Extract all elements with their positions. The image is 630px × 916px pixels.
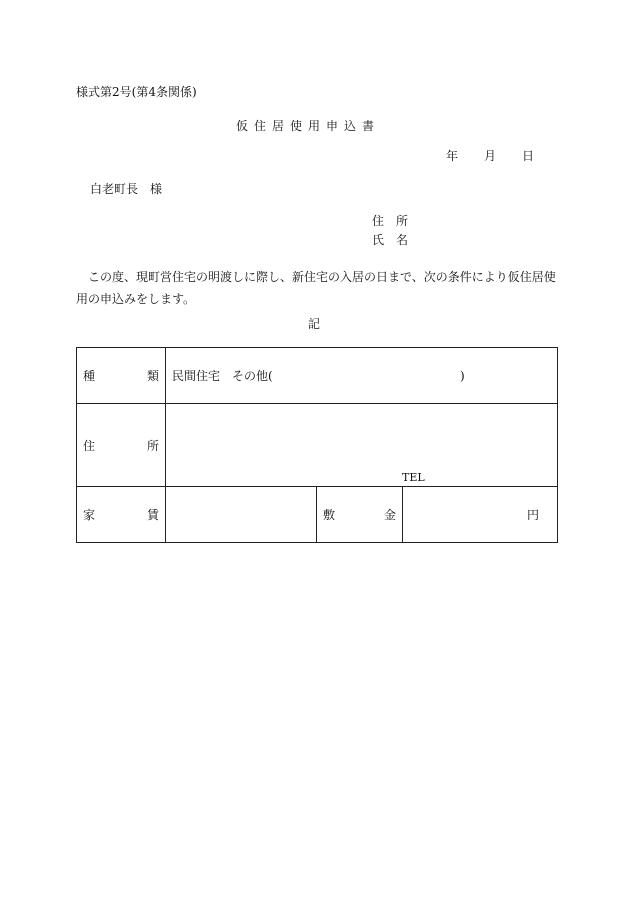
type-content-cell[interactable]	[166, 348, 558, 404]
rent-label-a: 家	[83, 508, 96, 522]
ki-heading: 記	[308, 317, 321, 331]
address-label-cell	[77, 404, 166, 487]
date-line	[446, 150, 534, 162]
applicant-name-label: 氏 名	[372, 233, 409, 247]
deposit-label-a: 敷	[323, 508, 336, 522]
date-year-label: 年	[446, 149, 459, 163]
address-content-cell[interactable]	[166, 404, 558, 487]
rent-value-cell[interactable]	[166, 487, 317, 543]
type-label-a: 種	[83, 369, 96, 383]
application-table	[76, 347, 558, 543]
rent-label-cell	[77, 487, 166, 543]
deposit-unit: 円	[527, 508, 540, 522]
date-day-label: 日	[522, 149, 535, 163]
tel-label: TEL	[402, 471, 425, 484]
address-label-b: 所	[146, 438, 159, 453]
applicant-address-label: 住 所	[372, 214, 409, 228]
page-title: 仮住居使用申込書	[236, 119, 381, 133]
table-row-type	[77, 348, 558, 404]
type-options-text: 民間住宅 その他(	[172, 369, 273, 383]
address-label-a: 住	[83, 438, 96, 453]
deposit-value-cell[interactable]	[403, 487, 558, 543]
date-month-label: 月	[484, 149, 497, 163]
body-text: この度、現町営住宅の明渡しに際し、新住宅の入居の日まで、次の条件により仮住居使用の申込みをします。	[76, 270, 556, 306]
deposit-label-cell	[317, 487, 403, 543]
table-row-rent-deposit	[77, 487, 558, 543]
type-label-b: 類	[146, 369, 159, 383]
rent-label-b: 賃	[146, 508, 159, 522]
form-number: 様式第2号(第4条関係)	[76, 85, 197, 99]
addressee: 白老町長 様	[90, 182, 163, 196]
table-row-address	[77, 404, 558, 487]
type-label-cell	[77, 348, 166, 404]
deposit-label-b: 金	[383, 508, 396, 522]
type-other-close: )	[460, 369, 465, 383]
